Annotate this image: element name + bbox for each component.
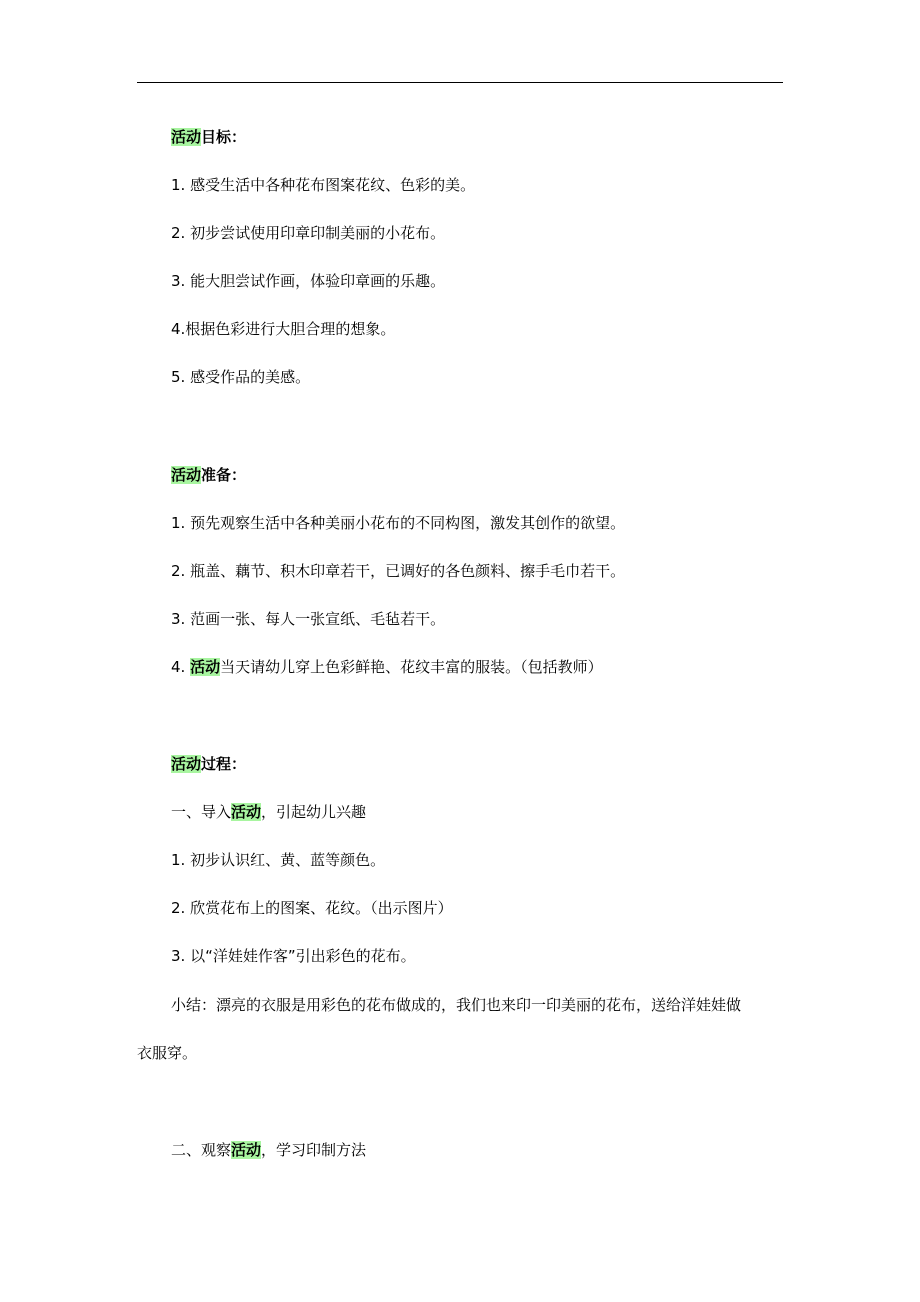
keyword-highlight: 活动: [171, 128, 202, 146]
prep-heading-text: 准备：: [201, 466, 247, 484]
header-rule: [137, 82, 783, 83]
process-summary-line-1: 小结：漂亮的衣服是用彩色的花布做成的，我们也来印一印美丽的花布，送给洋娃娃做: [171, 996, 742, 1014]
process-summary-line-2: 衣服穿。: [137, 1044, 198, 1062]
keyword-highlight: 活动: [190, 658, 221, 676]
prep-heading: [171, 465, 246, 485]
process-item-3: 3. 以“洋娃娃作客”引出彩色的花布。: [171, 947, 416, 965]
goal-item-3: 3. 能大胆尝试作画，体验印章画的乐趣。: [171, 272, 446, 290]
prep-item-1: 1. 预先观察生活中各种美丽小花布的不同构图，激发其创作的欲望。: [171, 514, 626, 532]
goal-item-2: 2. 初步尝试使用印章印制美丽的小花布。: [171, 224, 446, 242]
prep-item-4: [171, 657, 603, 677]
keyword-highlight: 活动: [171, 755, 202, 773]
process-section-1-text: ，引起幼儿兴趣: [261, 803, 367, 821]
prep-item-3: 3. 范画一张、每人一张宣纸、毛毡若干。: [171, 610, 446, 628]
keyword-highlight: 活动: [231, 1141, 262, 1159]
goal-item-4: 4.根据色彩进行大胆合理的想象。: [171, 320, 396, 338]
goal-item-5: 5. 感受作品的美感。: [171, 368, 311, 386]
process-section-2-prefix: 二、观察: [171, 1141, 232, 1159]
process-heading: [171, 754, 246, 774]
process-section-2: [171, 1140, 366, 1160]
keyword-highlight: 活动: [231, 803, 262, 821]
keyword-highlight: 活动: [171, 466, 202, 484]
goals-heading: [171, 127, 246, 147]
goal-item-1: 1. 感受生活中各种花布图案花纹、色彩的美。: [171, 176, 476, 194]
process-item-1: 1. 初步认识红、黄、蓝等颜色。: [171, 851, 386, 869]
prep-item-2: 2. 瓶盖、藕节、积木印章若干，已调好的各色颜料、擦手毛巾若干。: [171, 562, 626, 580]
process-item-2: 2. 欣赏花布上的图案、花纹。（出示图片）: [171, 899, 453, 917]
prep-item-4-prefix: 4.: [171, 658, 191, 676]
process-heading-text: 过程：: [201, 755, 247, 773]
process-section-1-prefix: 一、导入: [171, 803, 232, 821]
process-section-1: [171, 802, 366, 822]
process-section-2-text: ，学习印制方法: [261, 1141, 367, 1159]
goals-heading-text: 目标：: [201, 128, 247, 146]
prep-item-4-text: 当天请幼儿穿上色彩鲜艳、花纹丰富的服装。（包括教师）: [220, 658, 603, 676]
